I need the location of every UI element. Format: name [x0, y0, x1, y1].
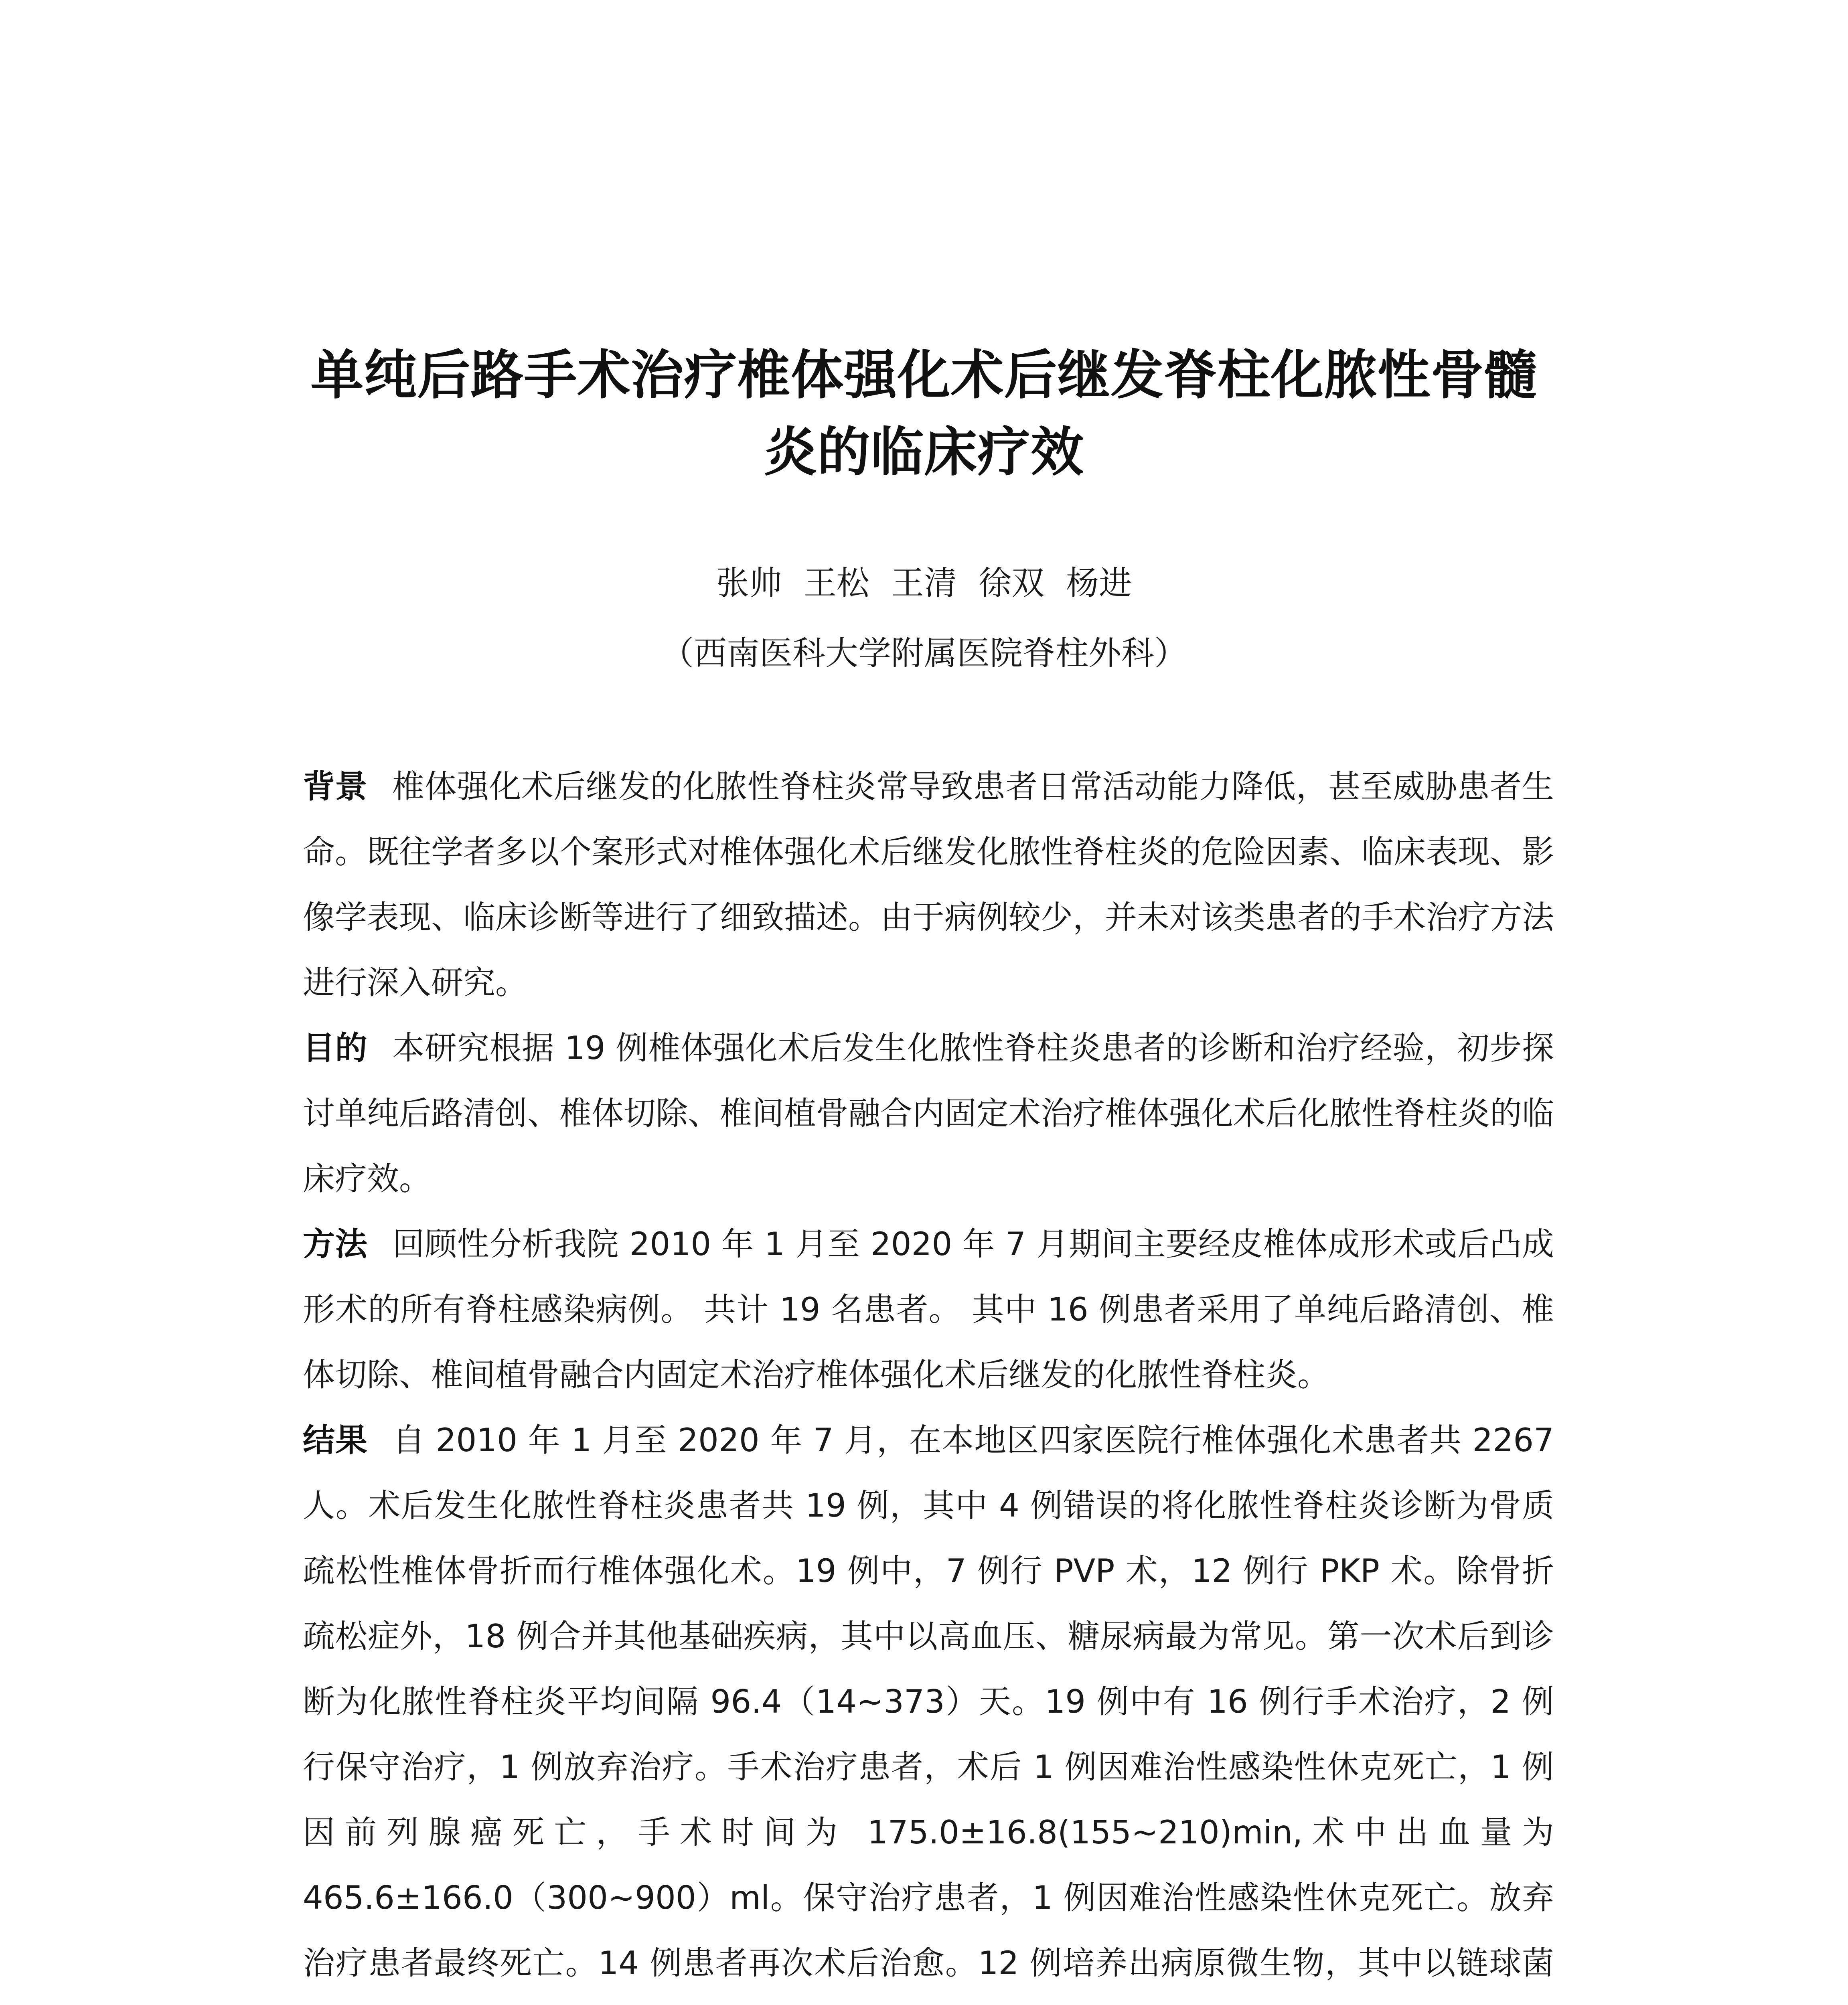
section-label: 目的: [303, 1029, 368, 1067]
author-name: 张帅: [716, 564, 782, 602]
author-name: 王松: [803, 564, 869, 602]
section-text: 回顾性分析我院 2010 年 1 月至 2020 年 7 月期间主要经皮椎体成形术或后凸成形术的所有脊柱感染病例。 共计 19 名患者。 其中 16 例患者采用了单纯后路清创、椎体切除、椎间植骨融合内固定术治疗椎体强化术后继发的化脓性脊柱炎。: [303, 1225, 1554, 1393]
section-text: 自 2010 年 1 月至 2020 年 7 月，在本地区四家医院行椎体强化术患者共 2267 人。术后发生化脓性脊柱炎患者共 19 例，其中 4 例错误的将化脓性脊柱炎诊断为骨质疏松性椎体骨折而行椎体强化术。19 例中，7 例行 PVP 术，12 例行 PKP 术。除骨折疏松症外，18 例合并其他基础疾病，其中以高血压、糖尿病最为常见。第一次术后到诊断为化脓性脊柱炎平均间隔 96.4（14~373）天。19 例中有 16 例行手术治疗，2 例行保守治疗，1 例放弃治疗。手术治疗患者，术后 1 例因难治性感染性休克死亡，1 例因前列腺癌死亡，手术时间为 175.0±16.8(155~210)min,术中出血量为 465.6±166.0（300~900）ml。保守治疗患者，1 例因难治性感染性休克死亡。放弃治疗患者最终死亡。14 例患者再次术后治愈。12 例培养出病原微生物，其中以链球菌: [303, 1422, 1554, 1982]
abstract-section-objective: [303, 1015, 1554, 1211]
paper-title: [225, 337, 1623, 491]
section-label: 方法: [303, 1225, 368, 1263]
author-list: [225, 559, 1623, 608]
author-name: 杨进: [1066, 564, 1132, 602]
author-name: 徐双: [979, 564, 1045, 602]
section-text: 椎体强化术后继发的化脓性脊柱炎常导致患者日常活动能力降低，甚至威胁患者生命。既往学者多以个案形式对椎体强化术后继发化脓性脊柱炎的危险因素、临床表现、影像学表现、临床诊断等进行了细致描述。由于病例较少，并未对该类患者的手术治疗方法进行深入研究。: [303, 768, 1554, 1001]
abstract-section-results: [303, 1408, 1554, 2005]
section-text: 本研究根据 19 例椎体强化术后发生化脓性脊柱炎患者的诊断和治疗经验，初步探讨单纯后路清创、椎体切除、椎间植骨融合内固定术治疗椎体强化术后化脓性脊柱炎的临床疗效。: [303, 1029, 1554, 1197]
abstract-section-background: [303, 754, 1554, 1015]
section-label: 背景: [303, 768, 367, 805]
abstract-section-methods: [303, 1211, 1554, 1408]
author-name: 王清: [891, 564, 957, 602]
author-affiliation: （西南医科大学附属医院脊柱外科）: [661, 634, 1187, 672]
section-label: 结果: [303, 1422, 368, 1459]
paper-title-line-2: 炎的临床疗效: [764, 421, 1084, 483]
abstract-body: [303, 754, 1554, 2005]
paper-title-line-1: 单纯后路手术治疗椎体强化术后继发脊柱化脓性骨髓: [310, 344, 1538, 406]
